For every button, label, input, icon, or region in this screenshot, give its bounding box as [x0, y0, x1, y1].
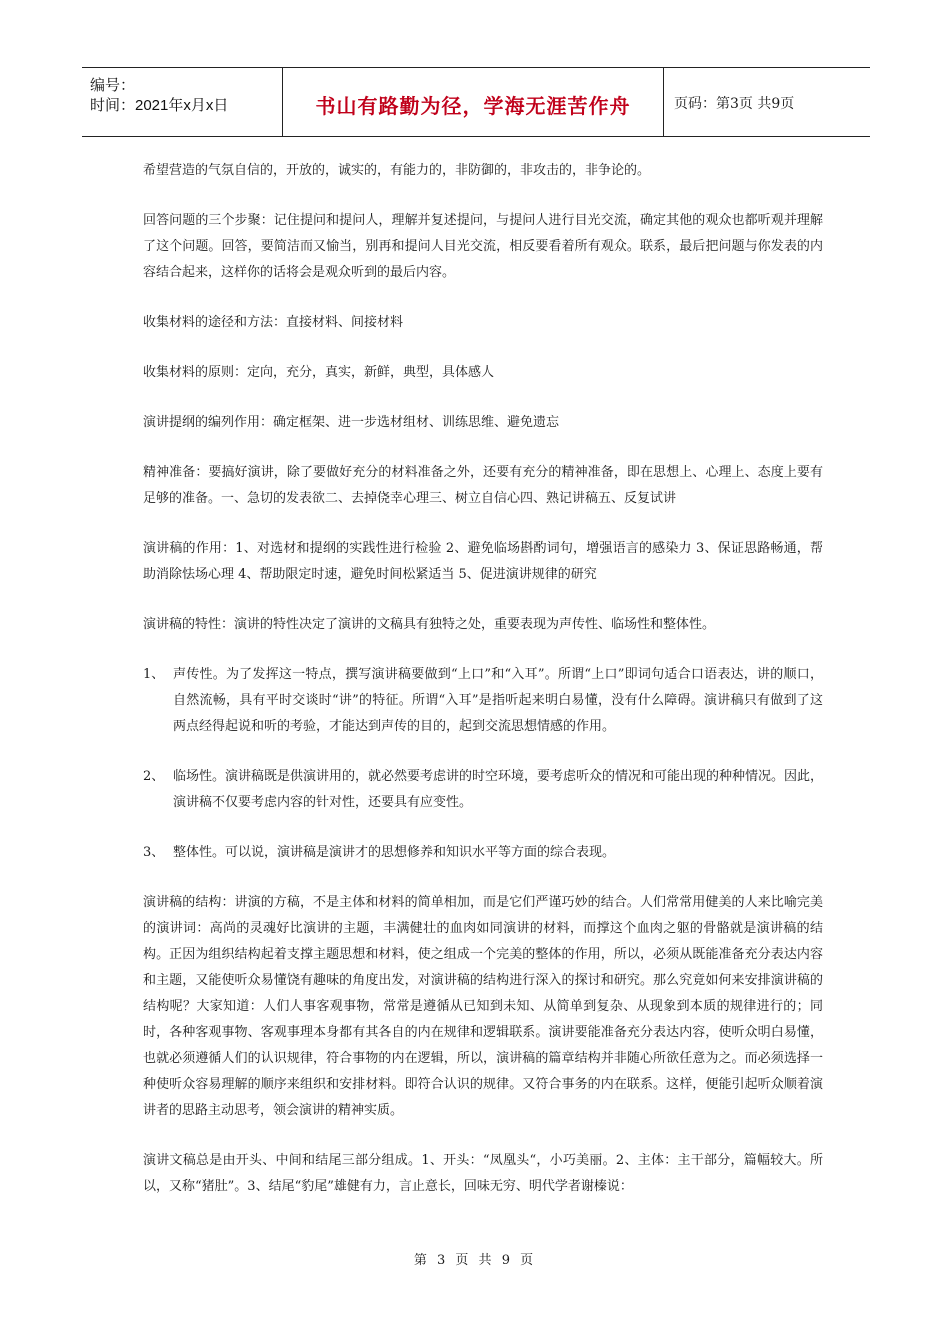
list-item: [143, 662, 823, 740]
page-footer: 第 3 页 共 9 页: [413, 1253, 537, 1268]
list-item-text: 临场性。演讲稿既是供演讲用的，就必然要考虑讲的时空环境，要考虑听众的情况和可能出现的种种情况。因此，演讲稿不仅要考虑内容的针对性，还要具有应变性。: [173, 769, 824, 810]
list-item: [143, 840, 823, 866]
time-label: 时间：2021年x月x日: [90, 97, 229, 114]
paragraph-outline-role: 演讲提纲的编列作用：确定框架、进一步选材组材、训练思维、避免遗忘: [143, 415, 560, 430]
paragraph-parts: 演讲文稿总是由开头、中间和结尾三部分组成。1、开头：“凤凰头“，小巧美丽。2、主体：主干部分，篇幅较大。所以，又称“猪肚”。3、结尾“豹尾”雄健有力，言止意长，回味无穷、明代学者谢榛说：: [143, 1153, 823, 1194]
motto: 书山有路勤为径，学海无涯苦作舟: [315, 94, 631, 118]
list-item-number: 1、: [143, 667, 165, 682]
list-item-text: 整体性。可以说，演讲稿是演讲才的思想修养和知识水平等方面的综合表现。: [173, 845, 616, 860]
header-left-cell: [82, 68, 283, 136]
list-item-number: 2、: [143, 769, 165, 784]
list-item-number: 3、: [143, 845, 165, 860]
list-item: [143, 764, 823, 816]
page-header: [82, 67, 870, 137]
paragraph-atmosphere: 希望营造的气氛自信的，开放的，诚实的，有能力的，非防御的，非攻击的，非争论的。: [143, 163, 651, 178]
paragraph-answer-steps: 回答问题的三个步聚：记住提问和提问人，理解并复述提问，与提问人进行目光交流，确定其他的观众也都听观并理解了这个问题。回答，要简洁而又愉当，别再和提问人目光交流，相反要看着所有观众。联系，最后把问题与你发表的内容结合起来，这样你的话将会是观众听到的最后内容。: [143, 213, 823, 280]
page-code: 页码：第3页 共9页: [674, 96, 795, 112]
number-label: 编号：: [90, 77, 136, 94]
paragraph-mental-prep: 精神准备：要搞好演讲，除了要做好充分的材料准备之外，还要有充分的精神准备，即在思想上、心理上、态度上要有足够的准备。一、急切的发表欲二、去掉侥幸心理三、树立自信心四、熟记讲稿五、反复试讲: [143, 465, 823, 506]
paragraph-structure: 演讲稿的结构：讲演的方稿，不是主体和材料的简单相加，而是它们严谨巧妙的结合。人们常常用健美的人来比喻完美的演讲词：高尚的灵魂好比演讲的主题，丰满健壮的血肉如同演讲的材料，而撑这个血肉之躯的骨骼就是演讲稿的结构。正因为组织结构起着支撑主题思想和材料，使之组成一个完美的整体的作用，所以，必须从既能准备充分表达内容和主题，又能使听众易懂饶有趣味的角度出发，对演讲稿的结构进行深入的探讨和研究。那么究竟如何来安排演讲稿的结构呢？大家知道：人们人事客观事物，常常是遵循从已知到未知、从简单到复杂、从现象到本质的规律进行的；同时，各种客观事物、客观事理本身都有其各自的内在规律和逻辑联系。演讲要能准备充分表达内容，使听众明白易懂，也就必须遵循人们的认识规律，符合事物的内在逻辑，所以，演讲稿的篇章结构并非随心所欲任意为之。而必须选择一种使听众容易理解的顺序来组织和安排材料。即符合认识的规律。又符合事务的内在联系。这样，便能引起听众顺着演讲者的思路主动思考，领会演讲的精神实质。: [143, 895, 823, 1118]
paragraph-speech-role: 演讲稿的作用：1、对选材和提纲的实践性进行检验 2、避免临场斟酌词句，增强语言的感染力 3、保证思路畅通，帮助消除怯场心理 4、帮助限定时速，避免时间松紧适当 5、促进演讲规律的研究: [143, 541, 823, 582]
paragraph-speech-traits: 演讲稿的特性：演讲的特性决定了演讲的文稿具有独特之处，重要表现为声传性、临场性和整体性。: [143, 617, 716, 632]
paragraph-material-principles: 收集材料的原则：定向，充分，真实，新鲜，典型，具体感人: [143, 365, 495, 380]
document-body: [143, 158, 823, 1224]
header-motto-cell: [283, 68, 664, 136]
paragraph-material-methods: 收集材料的途径和方法：直接材料、间接材料: [143, 315, 404, 330]
list-item-text: 声传性。为了发挥这一特点，撰写演讲稿要做到“上口”和“入耳”。所谓“上口”即词句适合口语表达，讲的顺口，自然流畅，具有平时交谈时“讲”的特征。所谓“入耳”是指听起来明白易懂，没有什么障碍。演讲稿只有做到了这两点经得起说和听的考验，才能达到声传的目的，起到交流思想情感的作用。: [173, 667, 823, 734]
header-right-cell: [664, 68, 870, 136]
